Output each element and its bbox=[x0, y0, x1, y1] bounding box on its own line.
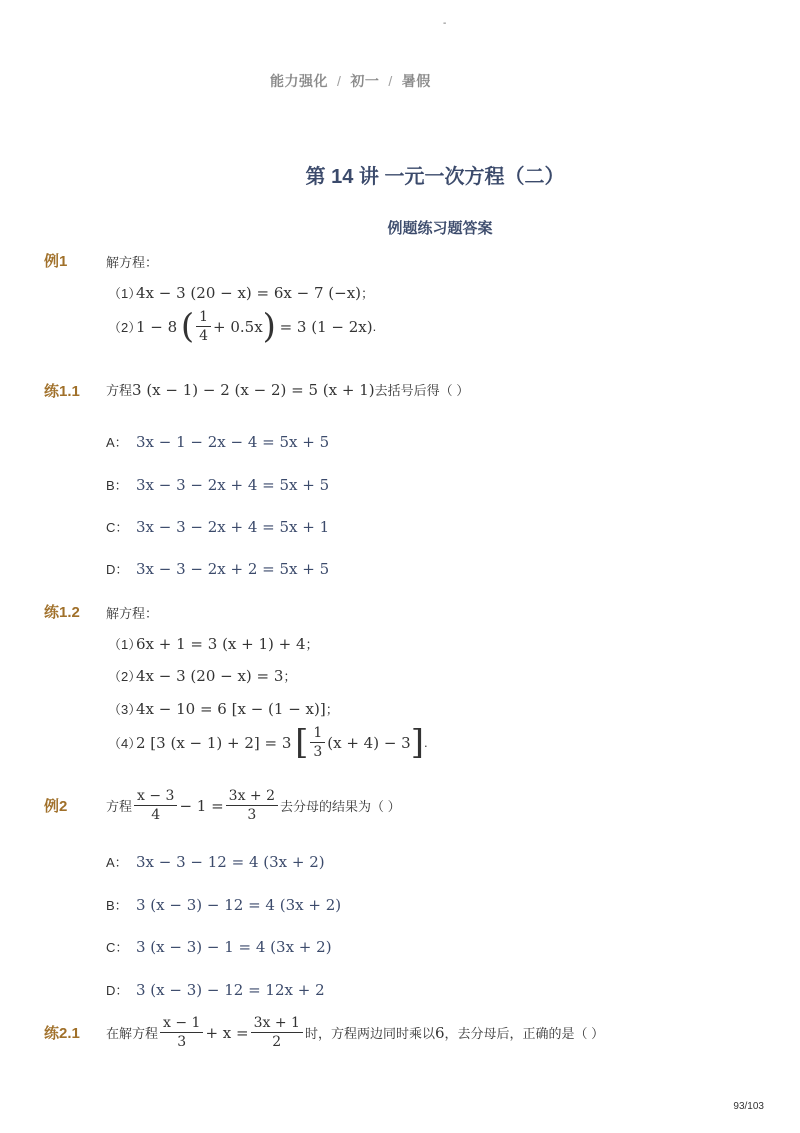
example-1-label: 例1 bbox=[44, 253, 68, 270]
practice-1-1-label: 练1.1 bbox=[44, 383, 80, 400]
option-d[interactable]: D： 3x − 3 − 2x + 2 = 5x + 5 bbox=[106, 560, 330, 578]
example-1-prompt: 解方程： bbox=[106, 255, 159, 270]
header-part-1: 能力强化 bbox=[270, 73, 328, 89]
fraction: $\frac{3x + 1}{2}$ bbox=[251, 1014, 303, 1051]
practice-2-1-question: 在解方程 $\frac{x - 1}{3}$ + x = $\frac{3x + 1}{2}$ 时，方程两边同时乘以6，去分母后，正确的是（ ） bbox=[106, 1015, 605, 1050]
practice-1-1-question: 方程3 (x − 1) − 2 (x − 2) = 5 (x + 1)去括号后得（ ） bbox=[106, 381, 470, 399]
practice-1-2-prompt: 解方程： bbox=[106, 606, 159, 621]
fraction: $\frac{1}{4}$ bbox=[196, 308, 211, 345]
header-part-3: 暑假 bbox=[401, 73, 431, 89]
example-2-label: 例2 bbox=[44, 798, 68, 815]
page-subtitle: 例题练习题答案 bbox=[387, 220, 493, 237]
breadcrumb-header bbox=[270, 71, 431, 91]
example-2-question: 方程 $\frac{x - 3}{4}$ − 1 = $\frac{3x + 2}{3}$ 去分母的结果为（ ） bbox=[106, 788, 401, 823]
fraction: $\frac{x - 1}{3}$ bbox=[160, 1014, 203, 1051]
header-part-2: 初一 bbox=[350, 73, 380, 89]
option-a[interactable]: A： 3x − 3 − 12 = 4 (3x + 2) bbox=[106, 853, 325, 871]
practice-1-2-item-3: （3）4x − 10 = 6 [x − (1 − x)]； bbox=[108, 700, 339, 718]
option-b[interactable]: B： 3x − 3 − 2x + 4 = 5x + 5 bbox=[106, 476, 330, 494]
page-number: 93/103 bbox=[733, 1101, 764, 1112]
option-a[interactable]: A： 3x − 1 − 2x − 4 = 5x + 5 bbox=[106, 433, 330, 451]
practice-1-2-item-4: （4）2 [3 (x − 1) + 2] = 3 [ $\frac{1}{3}$ (x + 4) − 3]. bbox=[108, 722, 428, 763]
practice-1-2-item-1: （1）6x + 1 = 3 (x + 1) + 4； bbox=[108, 635, 319, 653]
header-sep: / bbox=[337, 73, 342, 89]
fraction: $\frac{3x + 2}{3}$ bbox=[226, 787, 278, 824]
option-c[interactable]: C： 3x − 3 − 2x + 4 = 5x + 1 bbox=[106, 518, 330, 536]
top-mark: - bbox=[443, 18, 447, 29]
option-d[interactable]: D： 3 (x − 3) − 12 = 12x + 2 bbox=[106, 981, 325, 999]
option-b[interactable]: B： 3 (x − 3) − 12 = 4 (3x + 2) bbox=[106, 896, 342, 914]
example-1-item-1: （1）4x − 3 (20 − x) = 6x − 7 (−x)； bbox=[108, 284, 375, 302]
practice-1-2-label: 练1.2 bbox=[44, 604, 80, 621]
header-sep: / bbox=[388, 73, 393, 89]
practice-1-2-item-2: （2）4x − 3 (20 − x) = 3； bbox=[108, 667, 297, 685]
example-1-item-2: （2）1 − 8 ( $\frac{1}{4}$ + 0.5x) = 3 (1 − 2x). bbox=[108, 306, 377, 347]
option-c[interactable]: C： 3 (x − 3) − 1 = 4 (3x + 2) bbox=[106, 938, 332, 956]
fraction: $\frac{x - 3}{4}$ bbox=[134, 787, 177, 824]
practice-2-1-label: 练2.1 bbox=[44, 1025, 80, 1042]
fraction: $\frac{1}{3}$ bbox=[310, 724, 325, 761]
page-title: 第 14 讲 一元一次方程（二） bbox=[305, 166, 565, 188]
